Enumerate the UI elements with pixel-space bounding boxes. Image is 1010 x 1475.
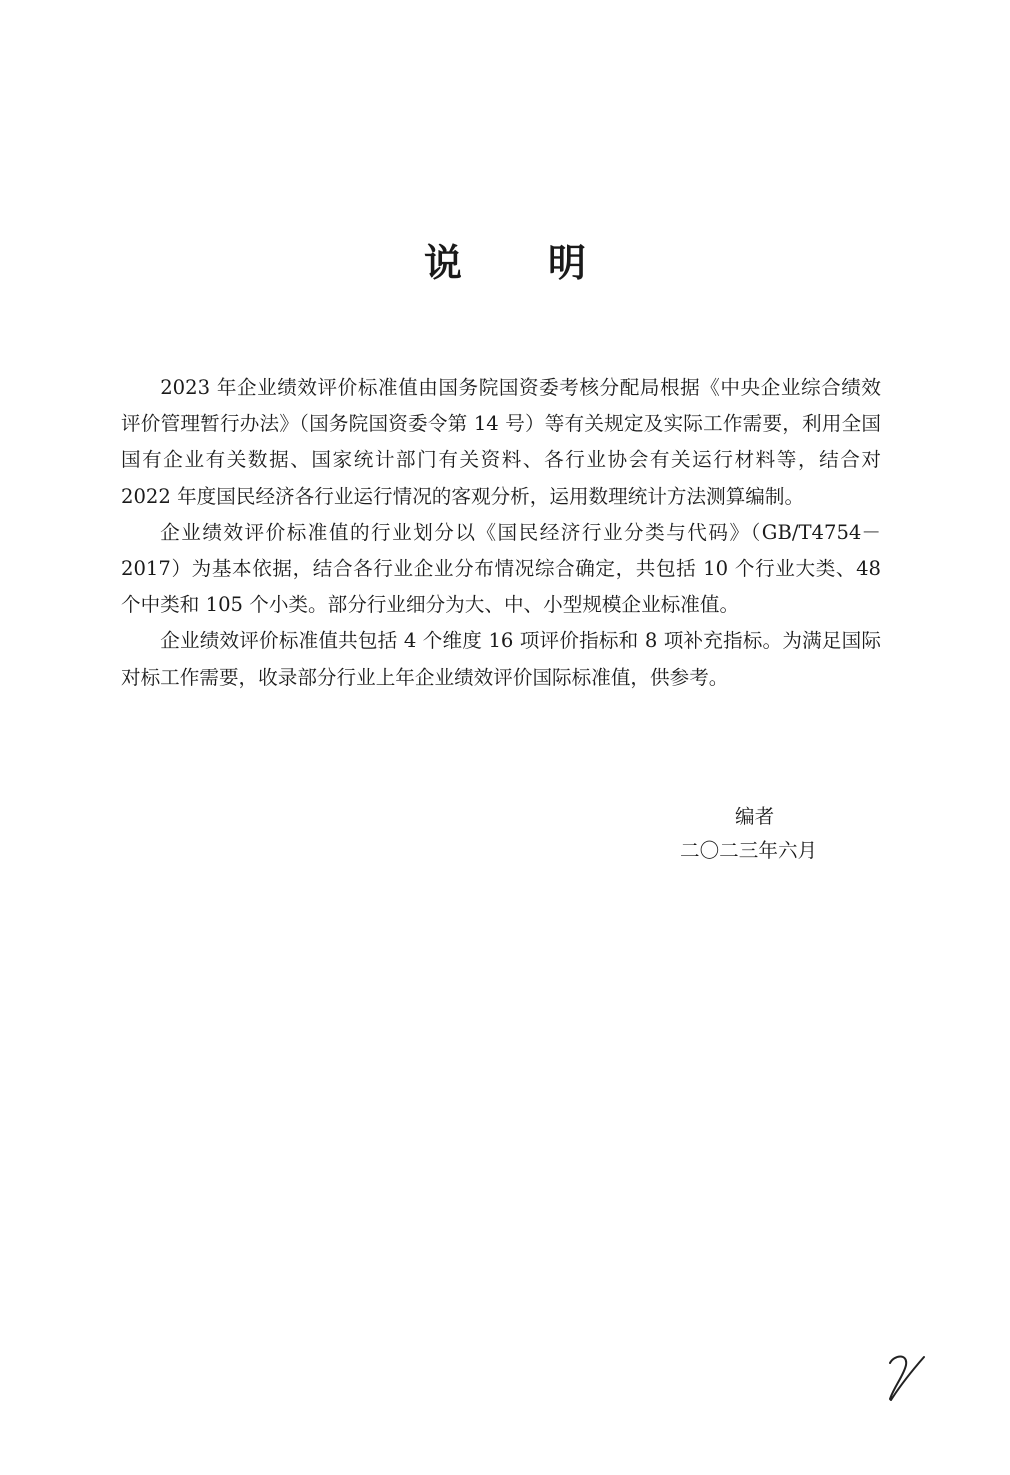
date-label: 二〇二三年六月 bbox=[680, 839, 818, 862]
paragraph-1: 2023 年企业绩效评价标准值由国务院国资委考核分配局根据《中央企业综合绩效评价管理暂行办法》（国务院国资委令第 14 号）等有关规定及实际工作需要，利用全国国有企业有关数据、国家统计部门有关资料、各行业协会有关运行材料等，结合对 2022 年度国民经济各行业运行情况的客观分析，运用数理统计方法测算编制。 bbox=[121, 376, 881, 508]
paragraph-2: 企业绩效评价标准值的行业划分以《国民经济行业分类与代码》（GB/T4754－2017）为基本依据，结合各行业企业分布情况综合确定，共包括 10 个行业大类、48 个中类和 105 个小类。部分行业细分为大、中、小型规模企业标准值。 bbox=[121, 520, 881, 617]
handwritten-page-number bbox=[880, 1345, 940, 1405]
body-text bbox=[121, 370, 881, 696]
title-char-2: 明 bbox=[548, 241, 587, 285]
editor-label: 编者 bbox=[735, 805, 775, 828]
title-char-1: 说 bbox=[423, 241, 462, 285]
page-title bbox=[0, 232, 1010, 287]
signature-block bbox=[640, 800, 880, 868]
paragraph-3: 企业绩效评价标准值共包括 4 个维度 16 项评价指标和 8 项补充指标。为满足国际对标工作需要，收录部分行业上年企业绩效评价国际标准值，供参考。 bbox=[121, 629, 881, 689]
